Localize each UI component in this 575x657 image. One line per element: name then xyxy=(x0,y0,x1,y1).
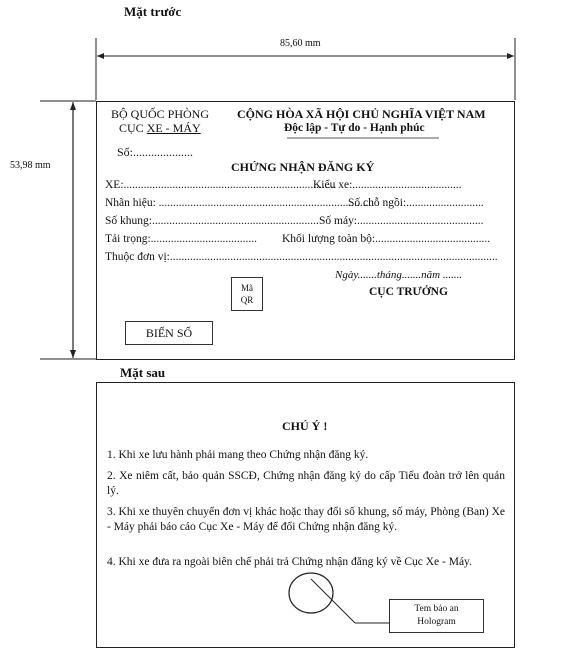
hologram-label-1: Tem bảo an xyxy=(414,604,459,614)
field-seats: Số chỗ ngồi:........................... xyxy=(348,197,484,209)
note-4: 4. Khi xe đưa ra ngoài biên chế phải trả Chứng nhận đăng ký về Cục Xe - Máy. xyxy=(107,556,472,568)
notice-heading: CHÚ Ý ! xyxy=(282,419,328,433)
qr-label-2: QR xyxy=(240,295,254,305)
date-line: Ngày.......tháng.......năm ....... xyxy=(335,269,463,281)
field-chassis-number: Số khung:.......................................................... xyxy=(105,215,319,227)
note-3: 3. Khi xe thuyên chuyển đơn vị khác hoặc thay đổi số khung, số máy, Phòng (Ban) Xe - Máy phải báo cáo Cục Xe - Máy để đổi Chứng nhận đăng ký. xyxy=(107,506,505,533)
front-side-label: Mặt trước xyxy=(124,4,182,19)
certificate-title: CHỨNG NHẬN ĐĂNG KÝ xyxy=(231,160,375,174)
field-vehicle-type: Kiểu xe:...................................... xyxy=(313,179,462,191)
ministry-name: BỘ QUỐC PHÒNG xyxy=(111,107,210,121)
qr-label-1: Mã xyxy=(241,283,253,293)
height-dimension-label: 53,98 mm xyxy=(10,160,51,171)
note-2: 2. Xe niêm cất, bảo quản SSCĐ, Chứng nhận đăng ký do cấp Tiểu đoàn trở lên quản lý. xyxy=(107,470,505,497)
signer-title: CỤC TRƯỞNG xyxy=(369,286,448,298)
department-underlined: XE - MÁY xyxy=(146,121,201,135)
republic-name: CỘNG HÒA XÃ HỘI CHỦ NGHĨA VIỆT NAM xyxy=(237,107,486,121)
field-brand: Nhãn hiệu: ........................................................................... xyxy=(105,197,375,209)
motto: Độc lập - Tự do - Hạnh phúc xyxy=(284,122,425,134)
department-prefix: CỤC xyxy=(119,121,147,135)
note-1: 1. Khi xe lưu hành phải mang theo Chứng nhận đăng ký. xyxy=(107,449,369,461)
field-vehicle: XE:.......................................................................... xyxy=(105,179,337,191)
qr-code-box xyxy=(231,277,263,311)
field-engine-number: Số máy:............................................ xyxy=(319,215,484,227)
hologram-label-2: Hologram xyxy=(417,617,456,627)
back-side-label: Mặt sau xyxy=(120,365,166,380)
license-plate-box: BIỂN SỐ xyxy=(125,321,213,345)
field-gross-weight: Khối lượng toàn bộ:........................................ xyxy=(282,233,491,245)
front-card xyxy=(96,101,515,360)
back-card xyxy=(96,382,515,648)
hologram-label-box xyxy=(389,599,484,633)
number-line: Số:.................... xyxy=(117,145,194,159)
width-dimension-label: 85,60 mm xyxy=(280,38,321,49)
field-load-capacity: Tải trọng:..................................... xyxy=(105,233,258,245)
field-unit: Thuộc đơn vị:.................................................................................................................. xyxy=(105,251,498,263)
